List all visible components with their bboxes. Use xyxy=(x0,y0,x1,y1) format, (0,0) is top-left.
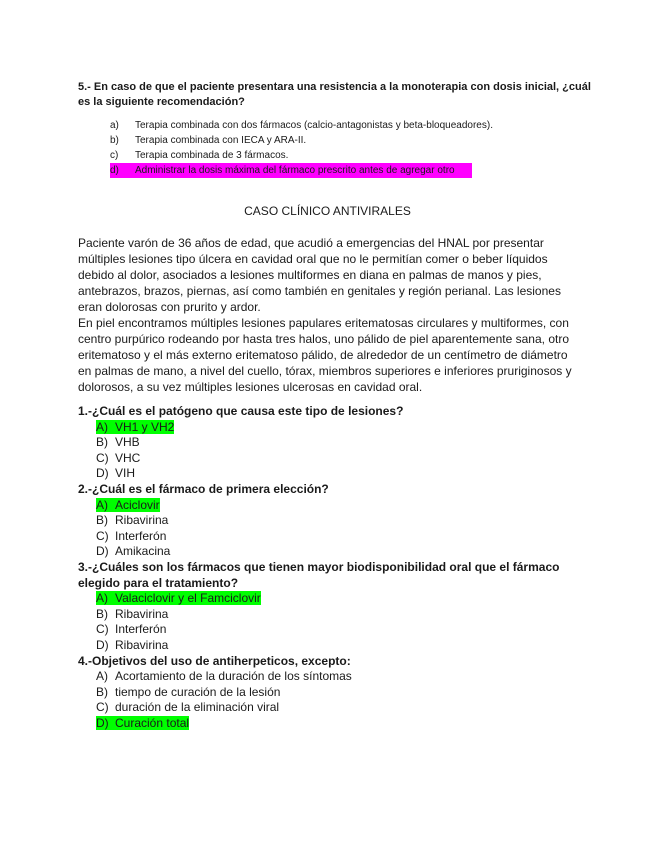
question-2-title: 2.-¿Cuál es el fármaco de primera elección? xyxy=(78,481,329,496)
q4-option-a xyxy=(78,669,578,685)
q3-option-a xyxy=(78,591,578,607)
highlighted-answer xyxy=(96,498,160,512)
q4-option-d xyxy=(78,716,578,732)
q5-option-b xyxy=(110,133,610,148)
option-text: Terapia combinada de 3 fármacos. xyxy=(135,150,289,161)
option-text: Terapia combinada con dos fármacos (calcio-antagonistas y beta-bloqueadores). xyxy=(135,120,493,131)
option-text: Amikacina xyxy=(115,544,171,559)
q1-option-b xyxy=(78,435,578,451)
q2-option-c xyxy=(78,529,578,545)
option-letter: c) xyxy=(110,150,119,161)
option-letter: A) xyxy=(96,669,108,684)
option-letter: C) xyxy=(96,450,109,465)
q1-option-a xyxy=(78,420,578,436)
option-text: Interferón xyxy=(115,528,167,543)
option-text: VH1 y VH2 xyxy=(115,419,175,434)
q5-option-d-highlighted xyxy=(110,163,472,178)
q5-option-a xyxy=(110,118,610,133)
option-letter: b) xyxy=(110,135,119,146)
option-letter: A) xyxy=(96,497,108,512)
option-letter: C) xyxy=(96,700,109,715)
question-5-options xyxy=(110,118,610,178)
q2-option-b xyxy=(78,513,578,529)
option-text: VIH xyxy=(115,466,136,481)
option-letter: B) xyxy=(96,435,108,450)
question-4-title: 4.-Objetivos del uso de antiherpeticos, excepto: xyxy=(78,653,351,668)
option-letter: A) xyxy=(96,591,108,606)
question-1-title: 1.-¿Cuál es el patógeno que causa este tipo de lesiones? xyxy=(78,404,404,418)
highlighted-answer xyxy=(96,591,261,605)
option-letter: C) xyxy=(96,528,109,543)
highlighted-answer xyxy=(96,716,189,730)
option-text: Acortamiento de la duración de los síntomas xyxy=(115,669,352,684)
case-paragraph-1: Paciente varón de 36 años de edad, que acudió a emergencias del HNAL por presentar múltiples lesiones tipo úlcera en cavidad oral que no le permitían comer o beber líquidos debido al dolor, asociados a lesiones multiformes en diana en palmas de manos y pies, antebrazos, brazos, piernas, así como también en genitales y región perianal. Las lesiones eran dolorosas con prurito y ardor. xyxy=(78,236,561,314)
option-text: Administrar la dosis máxima del fármaco prescrito antes de agregar otro xyxy=(135,165,455,176)
option-letter: D) xyxy=(96,715,109,730)
q5-option-c xyxy=(110,148,610,163)
question-5-text: 5.- En caso de que el paciente presentara una resistencia a la monoterapia con dosis inicial, ¿cuál es la siguiente recomendación? xyxy=(78,81,591,108)
questions-list xyxy=(78,404,578,731)
option-letter: B) xyxy=(96,513,108,528)
q3-option-d xyxy=(78,638,578,654)
option-letter: a) xyxy=(110,120,119,131)
option-text: tiempo de curación de la lesión xyxy=(115,684,281,699)
option-text: Aciclovir xyxy=(115,497,160,512)
option-text: VHC xyxy=(115,450,141,465)
option-letter: D) xyxy=(96,544,109,559)
option-letter: D) xyxy=(96,466,109,481)
option-letter: d) xyxy=(110,165,119,176)
option-letter: B) xyxy=(96,606,108,621)
q4-option-c xyxy=(78,700,578,716)
highlighted-answer xyxy=(96,420,174,434)
option-text: Curación total xyxy=(115,715,190,730)
case-paragraph-2: En piel encontramos múltiples lesiones papulares eritematosas circulares y multiformes, con centro purpúrico rodeando por hasta tres halos, uno pálido de piel aparentemente sana, otro eritematoso y el más externo eritematoso pálido, de alrededor de un centímetro de diámetro en palmas de mano, a nivel del cuello, tórax, miembros superiores e inferiores pruriginosos y dolorosos, a su vez múltiples lesiones ulcerosas en cavidad oral. xyxy=(78,316,572,394)
option-text: duración de la eliminación viral xyxy=(115,700,280,715)
q2-option-a xyxy=(78,498,578,514)
q1-option-d xyxy=(78,466,578,482)
case-description xyxy=(78,235,583,395)
option-text: VHB xyxy=(115,435,140,450)
q2-option-d xyxy=(78,544,578,560)
case-title: CASO CLÍNICO ANTIVIRALES xyxy=(244,204,411,218)
option-letter: D) xyxy=(96,637,109,652)
q4-option-b xyxy=(78,685,578,701)
option-text: Interferón xyxy=(115,622,167,637)
option-text: Ribavirina xyxy=(115,606,169,621)
option-text: Terapia combinada con IECA y ARA-II. xyxy=(135,135,307,146)
option-text: Ribavirina xyxy=(115,637,169,652)
q1-option-c xyxy=(78,451,578,467)
q3-option-b xyxy=(78,607,578,623)
option-text: Ribavirina xyxy=(115,513,169,528)
question-3-title: 3.-¿Cuáles son los fármacos que tienen mayor biodisponibilidad oral que el fármaco elegido para el tratamiento? xyxy=(78,559,560,590)
option-letter: C) xyxy=(96,622,109,637)
option-letter: A) xyxy=(96,419,108,434)
option-text: Valaciclovir y el Famciclovir xyxy=(115,591,261,606)
q3-option-c xyxy=(78,622,578,638)
option-letter: B) xyxy=(96,684,108,699)
